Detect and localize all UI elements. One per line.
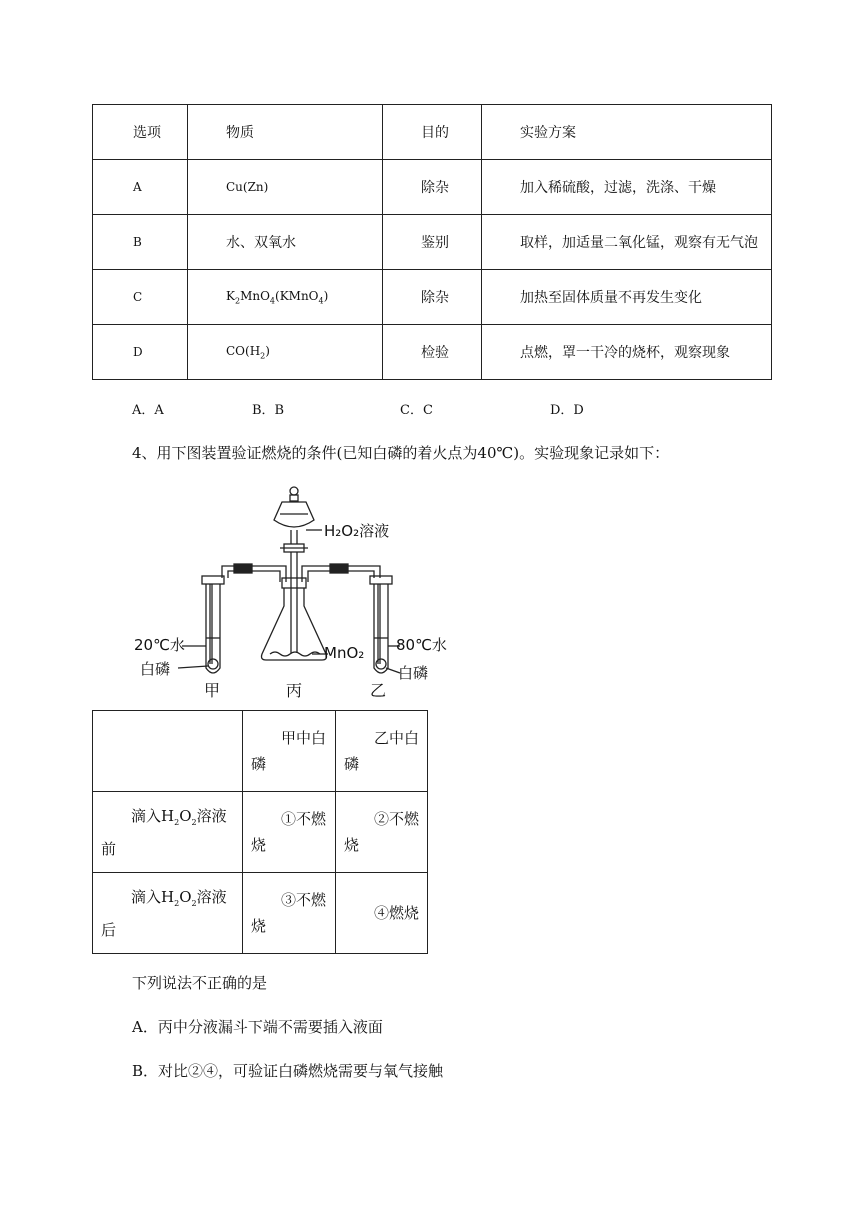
header-plan: 实验方案 bbox=[482, 105, 772, 160]
answer-options bbox=[132, 399, 772, 419]
cell-result-4: ④燃烧 bbox=[336, 873, 428, 954]
apparatus-figure bbox=[130, 478, 450, 704]
row-option: B bbox=[93, 215, 188, 270]
option-a[interactable]: A．A bbox=[132, 403, 164, 418]
row-plan: 取样，加适量二氧化锰，观察有无气泡 bbox=[482, 215, 772, 270]
cell-result-3: ③不燃烧 bbox=[243, 873, 336, 954]
question-4-stem: 4、用下图装置验证燃烧的条件(已知白磷的着火点为40℃)。实验现象记录如下： bbox=[132, 444, 670, 462]
row-plan: 加热至固体质量不再发生变化 bbox=[482, 270, 772, 325]
row-option: D bbox=[93, 325, 188, 380]
options-table bbox=[92, 104, 772, 380]
table-row bbox=[93, 270, 772, 325]
header-yi: 乙中白磷 bbox=[336, 711, 428, 792]
label-yi: 乙 bbox=[370, 681, 387, 700]
row-substance: $CO(H_2)$ bbox=[188, 325, 383, 380]
table-header-row bbox=[93, 105, 772, 160]
observation-table bbox=[92, 710, 428, 954]
header-jia: 甲中白磷 bbox=[243, 711, 336, 792]
left-phosphorus-label: 白磷 bbox=[140, 660, 171, 678]
h2o2-label: H₂O₂溶液 bbox=[324, 522, 390, 540]
row-purpose: 鉴别 bbox=[383, 215, 482, 270]
row-label-before: 滴入$H_2O_2$溶液前 bbox=[93, 792, 243, 873]
row-substance: Cu(Zn) bbox=[188, 160, 383, 215]
option-d[interactable]: D．D bbox=[550, 403, 584, 418]
cell-result-1: ①不燃烧 bbox=[243, 792, 336, 873]
right-phosphorus-label: 白磷 bbox=[398, 664, 429, 682]
choice-b[interactable]: B．对比②④，可验证白磷燃烧需要与氧气接触 bbox=[132, 1062, 444, 1080]
table-row bbox=[93, 325, 772, 380]
right-water-label: 80℃水 bbox=[396, 636, 447, 654]
header-substance: 物质 bbox=[188, 105, 383, 160]
option-c[interactable]: C．C bbox=[400, 403, 433, 418]
row-purpose: 检验 bbox=[383, 325, 482, 380]
label-bing: 丙 bbox=[286, 681, 303, 700]
table-row bbox=[93, 711, 428, 792]
header-purpose: 目的 bbox=[383, 105, 482, 160]
left-water-label: 20℃水 bbox=[134, 636, 185, 654]
table-row bbox=[93, 215, 772, 270]
choice-a[interactable]: A．丙中分液漏斗下端不需要插入液面 bbox=[132, 1018, 383, 1036]
row-label-after: 滴入$H_2O_2$溶液后 bbox=[93, 873, 243, 954]
row-option: C bbox=[93, 270, 188, 325]
row-purpose: 除杂 bbox=[383, 270, 482, 325]
table-row bbox=[93, 873, 428, 954]
row-purpose: 除杂 bbox=[383, 160, 482, 215]
mno2-label: MnO₂ bbox=[324, 644, 365, 662]
table-row bbox=[93, 160, 772, 215]
row-option: A bbox=[93, 160, 188, 215]
table-row bbox=[93, 792, 428, 873]
option-b[interactable]: B．B bbox=[252, 403, 285, 418]
row-substance: 水、双氧水 bbox=[188, 215, 383, 270]
row-plan: 点燃，罩一干冷的烧杯，观察现象 bbox=[482, 325, 772, 380]
header-option: 选项 bbox=[93, 105, 188, 160]
label-jia: 甲 bbox=[204, 681, 221, 700]
row-substance: $K_2MnO_4(KMnO_4)$ bbox=[188, 270, 383, 325]
row-plan: 加入稀硫酸，过滤，洗涤、干燥 bbox=[482, 160, 772, 215]
cell-result-2: ②不燃烧 bbox=[336, 792, 428, 873]
empty-header-cell bbox=[93, 711, 243, 792]
question-prompt: 下列说法不正确的是 bbox=[132, 974, 268, 992]
